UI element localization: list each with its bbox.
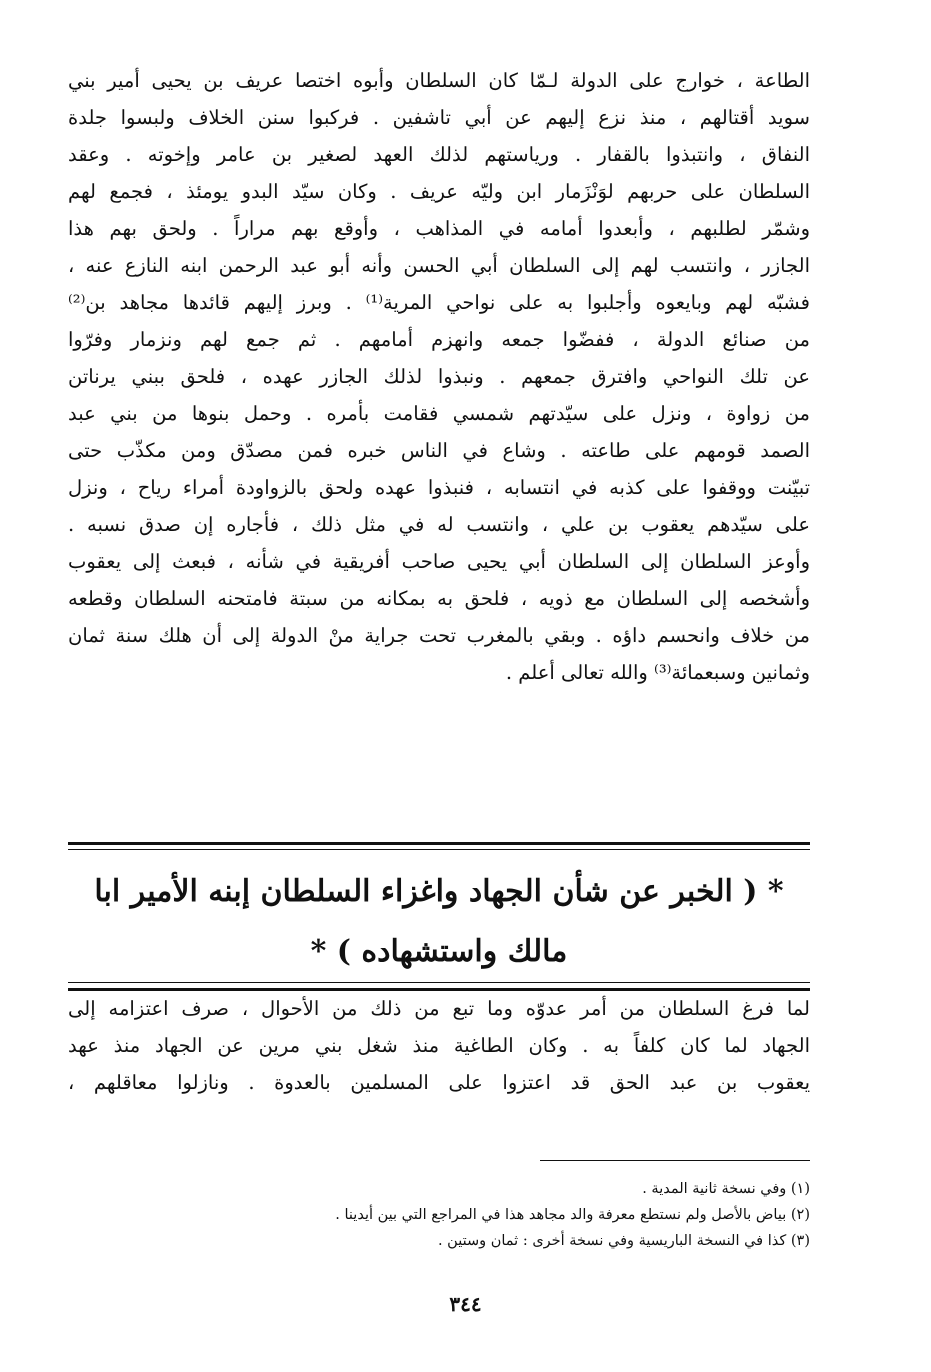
footnotes [68,1176,810,1254]
text-line: وأشخصه إلى السلطان مع ذويه ، فلحق به بمكانه من سبتة فامتحنه السلطان وقطعه [68,587,810,610]
footnote-2: (٢) بياض بالأصل ولم نستطع معرفة والد مجاهد هذا في المراجع التي بين أيدينا . [335,1207,810,1223]
body-paragraph-2 [68,990,810,1101]
text-line: وأوعز السلطان إلى السلطان أبي يحيى صاحب أفريقية في شأنه ، فبعث إلى يعقوب [68,550,810,573]
text-line: وثمانين وسبعمائة⁽³⁾ والله تعالى أعلم . [505,661,810,684]
text-line: من صنائع الدولة ، ففضّوا جمعه وانهزم أمامهم . ثم جمع لهم ونزمار وفرّوا [68,328,810,351]
page-number: ٣٤٤ [449,1292,482,1316]
heading-bottom-rule-thin [68,982,810,983]
text-line: الطاعة ، خوارج على الدولة لـمّا كان السلطان وأبوه اختصا عريف بن يحيى أمير بني [68,69,810,92]
text-line: فشبّه لهم وبايعوه وأجلبوا به على نواحي المرية⁽¹⁾ . وبرز إليهم قائدها مجاهد بن⁽²⁾ [68,291,810,314]
text-line: على سيّدهم يعقوب بن علي ، وانتسب له في مثل ذلك ، فأجاره إن صدق نسبه . [68,513,810,536]
section-heading-line-2: مالك واستشهاده ) * [310,934,568,969]
text-line: وشمّر لطلبهم ، وأبعدوا أمامه في المذاهب ، وأوقع بهم مراراً . ولحق بهم هذا [68,217,810,240]
text-line: الجهاد لما كان كلفاً به . وكان الطاغية منذ شغل بني مرين عن الجهاد منذ عهد [68,1034,810,1057]
text-line: الصمد قومهم على طاعته . وشاع في الناس خبره فمن مصدّق ومن مكذّب حتى [68,439,810,462]
footnote-separator [540,1160,810,1161]
text-line: من خلاف وانحسم داؤه . وبقي بالمغرب تحت جراية منْ الدولة إلى أن هلك سنة ثمان [68,624,810,647]
footnote-1: (١) وفي نسخة ثانية المدية . [642,1181,810,1197]
text-line: عن تلك النواحي وافترق جمعهم . ونبذوا لذلك الجازر عهده ، فلحق ببني يرناتن [68,365,810,388]
section-heading-line-1: * ( الخبر عن شأن الجهاد واغزاء السلطان إبنه الأمير ابا [94,874,784,909]
text-line: تبيّنت ووقفوا على كذبه في انتسابه ، فنبذوا عهده ولحق بالزواودة أمراء رياح ، ونزل [68,476,810,499]
heading-top-rule [68,842,810,845]
text-line: سويد أقتالهم ، منذ نزع إليهم عن أبي تاشفين . فركبوا سنن الخلاف ولبسوا جلدة [68,106,810,129]
footnote-3: (٣) كذا في النسخة الباريسية وفي نسخة أخرى : ثمان وستين . [437,1233,810,1249]
text-line: من زواوة ، ونزل على سيّدتهم شمسي فقامت بأمره . وحمل بنوها من بني عبد [68,402,810,425]
body-paragraph-1 [68,62,810,691]
text-line: الجازر ، وانتسب لهم إلى السلطان أبي الحسن وأنه أبو عبد الرحمن ابنه النازع عنه ، [68,254,810,277]
text-line: لما فرغ السلطان من أمر عدوّه وما تبع من ذلك من الأحوال ، صرف اعتزامه إلى [68,997,810,1020]
text-line: السلطان على حربهم لوَنْزَمار ابن وليّه عريف . وكان سيّد البدو يومئذ ، فجمع لهم [68,180,810,203]
text-line: يعقوب بن عبد الحق قد اعتزوا على المسلمين بالعدوة . ونازلوا معاقلهم ، [68,1071,810,1094]
heading-top-rule-thin [68,849,810,850]
text-line: النفاق ، وانتبذوا بالقفار . ورياستهم لذلك العهد لصغير بن عامر وإخوته . وعقد [68,143,810,166]
